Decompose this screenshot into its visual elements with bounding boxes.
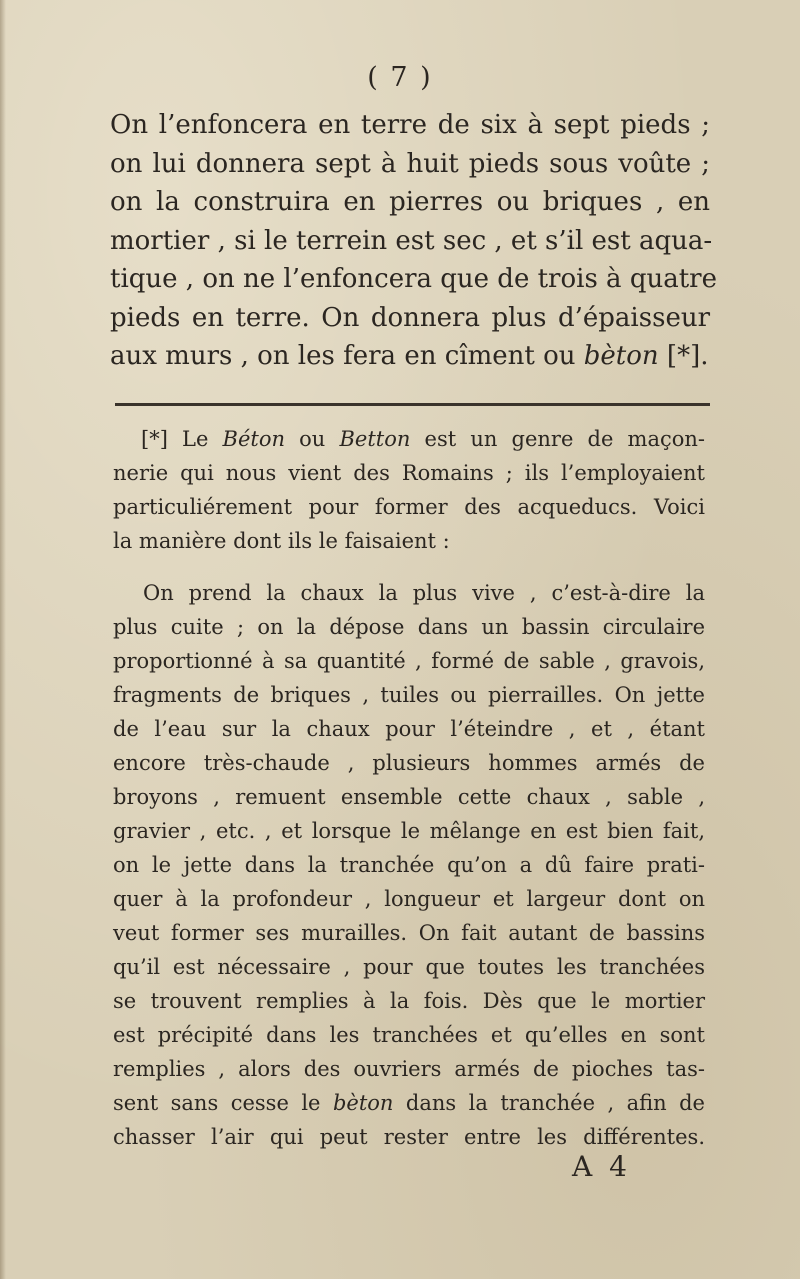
footnote-line: se trouvent remplies à la fois. Dès que le mortier xyxy=(113,989,705,1013)
footnote-line: on le jette dans la tranchée qu’on a dû faire prati- xyxy=(113,853,705,877)
footnote-first-line xyxy=(113,422,705,456)
footnote-line-start: sent sans cesse le xyxy=(113,1091,333,1115)
footnote-line: chasser l’air qui peut rester entre les différentes. xyxy=(113,1125,705,1149)
main-line: On l’enfoncera en terre de six à sept pieds ; xyxy=(110,110,710,140)
footnote-line: particuliérement pour former des acqueducs. Voici xyxy=(113,495,705,519)
footnote-divider xyxy=(115,403,710,406)
footnote-first-line-end: est un genre de maçon- xyxy=(410,427,705,451)
page-number: ( 7 ) xyxy=(367,62,433,93)
footnote-line: nerie qui nous vient des Romains ; ils l’employaient xyxy=(113,461,705,485)
main-line: on la construira en pierres ou briques , en xyxy=(110,187,710,217)
betton-term-italic: Betton xyxy=(339,427,411,451)
page-edge-shadow xyxy=(0,0,6,1279)
footnote-line: est précipité dans les tranchées et qu’elles en sont xyxy=(113,1023,705,1047)
signature-mark: A 4 xyxy=(572,1150,631,1183)
main-line-last-start: aux murs , on les fera en cîment ou xyxy=(110,341,584,371)
footnote-line: de l’eau sur la chaux pour l’éteindre , et , étant xyxy=(113,717,705,741)
main-line: mortier , si le terrein est sec , et s’il est aqua- xyxy=(110,225,713,256)
main-line: on lui donnera sept à huit pieds sous voûte ; xyxy=(110,148,710,179)
main-line-last xyxy=(110,337,710,376)
footnote-line: quer à la profondeur , longueur et largeur dont on xyxy=(113,887,705,911)
footnote-line-beton xyxy=(113,1086,705,1120)
footnote-line-end: dans la tranchée , afin de xyxy=(393,1091,705,1115)
footnote-line: fragments de briques , tuiles ou pierrailles. On jette xyxy=(113,683,705,707)
main-line: pieds en terre. On donnera plus d’épaisseur xyxy=(110,302,710,333)
footnote xyxy=(113,422,705,1154)
footnote-reference: [*]. xyxy=(658,341,709,371)
footnote-line: plus cuite ; on la dépose dans un bassin circulaire xyxy=(113,615,705,639)
beton-italic-footnote: bèton xyxy=(332,1091,394,1115)
beton-italic: bèton xyxy=(583,341,659,371)
footnote-line: encore très-chaude , plusieurs hommes armés de xyxy=(113,751,705,775)
main-line: tique , on ne l’enfoncera que de trois à quatre xyxy=(110,264,717,294)
footnote-line: la manière dont ils le faisaient : xyxy=(113,529,450,553)
footnote-line: gravier , etc. , et lorsque le mêlange en est bien fait, xyxy=(113,819,705,843)
footnote-line: veut former ses murailles. On fait autant de bassins xyxy=(113,921,705,945)
footnote-or: ou xyxy=(285,427,340,451)
footnote-line: qu’il est nécessaire , pour que toutes les tranchées xyxy=(113,955,705,979)
footnote-line: remplies , alors des ouvriers armés de pioches tas- xyxy=(113,1057,705,1081)
footnote-line: broyons , remuent ensemble cette chaux , sable , xyxy=(113,785,705,809)
main-paragraph xyxy=(110,106,717,376)
footnote-line: proportionné à sa quantité , formé de sable , gravois, xyxy=(113,649,705,673)
footnote-line: On prend la chaux la plus vive , c’est-à-dire la xyxy=(143,581,705,605)
footnote-marker: [*] Le xyxy=(141,427,223,451)
beton-term-italic: Béton xyxy=(222,427,286,451)
paragraph-gap xyxy=(113,558,705,576)
